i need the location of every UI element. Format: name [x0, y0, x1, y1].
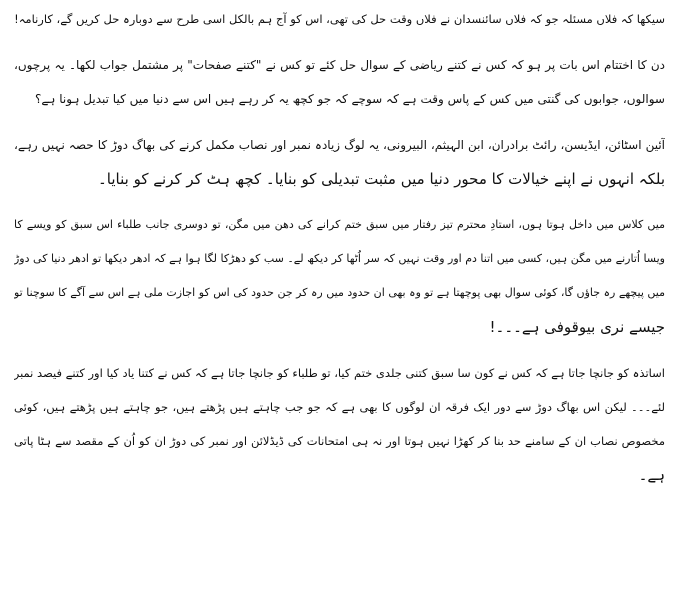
text-line: میں پیچھے رہ جاؤں گا، کوئی سوال بھی پوچھتا ہے تو وہ بھی ان حدود میں رہ کر جن حدود کی اس کو اجازت ملی ہے اس سے آگے کا سوچنا تو — [14, 286, 665, 299]
paragraph-gap — [14, 196, 665, 208]
text-line: دن کا اختتام اس بات پر ہو کہ کس نے کتنے ریاضی کے سوال حل کئے تو کس نے "کتنے صفحات" پر مشتمل جواب لکھا۔ یہ پرچوں، — [14, 58, 665, 72]
text-line: مخصوص نصاب ان کے سامنے حد بنا کر کھڑا نہیں ہوتا اور نہ ہی امتحانات کی ڈیڈلائن اور نمبر کی دوڑ ان کو اُن کے مقصد سے ہٹا پاتی — [14, 434, 665, 448]
text-line: ہے۔ — [638, 466, 665, 484]
text-line: اساتذہ کو جانچا جاتا ہے کہ کس نے کون سا سبق کتنی جلدی ختم کیا، تو طلباء کو جانچا جاتا ہے کہ کس نے کتنا یاد کیا اور کتنے فیصد نمبر — [14, 366, 665, 380]
paragraph-gap — [14, 344, 665, 356]
text-line: بلکہ انہوں نے اپنے خیالات کا محور دنیا میں مثبت تبدیلی کو بنایا۔ کچھ ہٹ کر کرنے کو بنایا۔ — [98, 170, 665, 188]
paragraph-gap — [14, 116, 665, 128]
text-line: میں کلاس میں داخل ہوتا ہوں، استادِ محترم تیز رفتار میں سبق ختم کرانے کی دھن میں مگن، تو دوسری جانب طلباء اس سبق کو ویسے کا — [14, 218, 665, 231]
text-line: سیکھا کہ فلاں مسئلہ جو کہ فلاں سائنسدان نے فلاں وقت حل کی تھی، اس کو آج ہم بالکل اسی طرح سے دوبارہ حل کریں گے، کارنامہ! — [14, 12, 665, 26]
paragraph-gap — [14, 36, 665, 48]
text-line: آئین اسٹائن، ایڈیسن، رائٹ برادران، ابن الہیثم، البیرونی، یہ لوگ زیادہ نمبر اور نصاب مکمل کرنے کی بھاگ دوڑ کا حصہ نہیں رہے، — [14, 138, 665, 152]
text-line: لئے۔۔۔ لیکن اس بھاگ دوڑ سے دور ایک فرقہ ان لوگوں کا بھی ہے کہ جو جب چاہتے ہیں پڑھتے ہیں، جو چاہتے ہیں پڑھتے ہیں، کوئی — [14, 400, 665, 414]
text-line: سوالوں، جوابوں کی گنتی میں کس کے پاس وقت ہے کہ سوچے کہ جو کچھ یہ کر رہے ہیں اس سے دنیا میں کیا تبدیل ہونا ہے؟ — [35, 92, 665, 106]
text-line: ویسا اُتارنے میں مگن ہیں، کسی میں اتنا دم اور وقت نہیں کہ سر اُٹھا کر دیکھ لے۔ سب کو دھڑکا لگا ہوا ہے کہ ادھر دیکھا تو ادھر دنیا کی دوڑ — [14, 252, 665, 265]
text-line: جیسے نری بیوقوفی ہے۔۔۔! — [489, 318, 665, 336]
